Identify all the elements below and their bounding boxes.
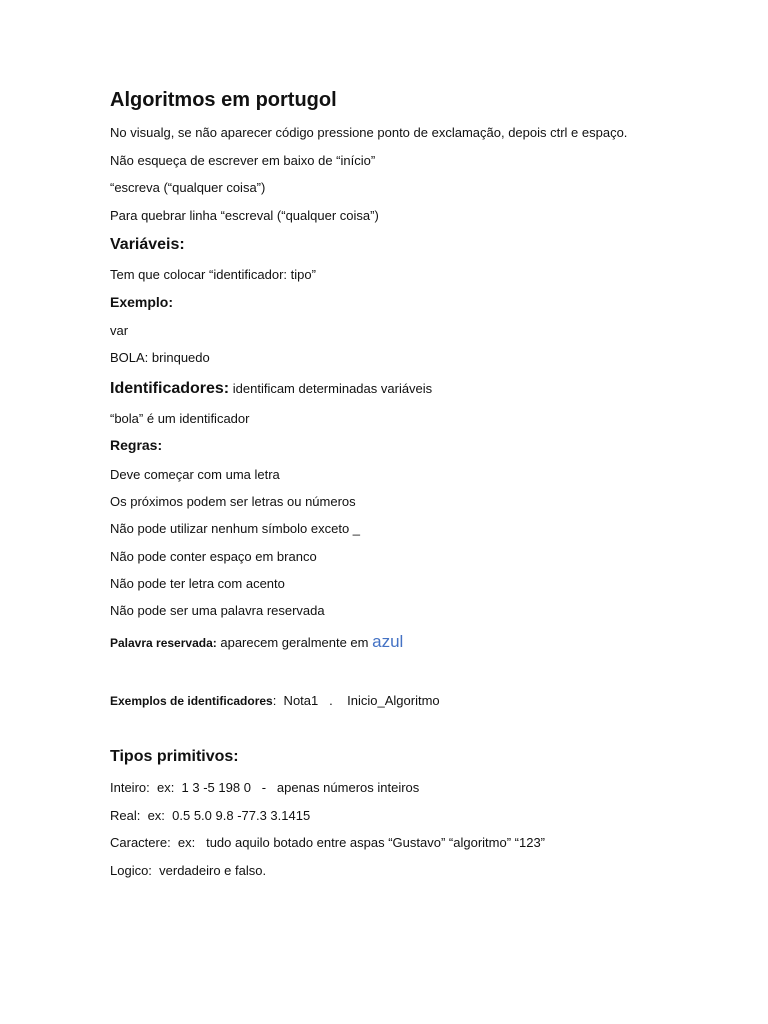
identificadores-example: “bola” é um identificador bbox=[110, 411, 250, 426]
example-line-var: var bbox=[110, 323, 129, 338]
palavra-reservada-line bbox=[110, 632, 403, 653]
variaveis-heading: Variáveis: bbox=[110, 236, 185, 253]
intro-line-2: Não esqueça de escrever em baixo de “início” bbox=[110, 153, 376, 168]
tipo-real: Real: ex: 0.5 5.0 9.8 -77.3 3.1415 bbox=[110, 808, 311, 823]
intro-line-3: “escreva (“qualquer coisa”) bbox=[110, 180, 266, 195]
exemplos-identificadores-text: : Nota1 . Inicio_Algoritmo bbox=[272, 693, 440, 708]
identificadores-text: identificam determinadas variáveis bbox=[229, 381, 433, 396]
palavra-reservada-text: aparecem geralmente em bbox=[216, 635, 373, 650]
regra-item: Os próximos podem ser letras ou números bbox=[110, 494, 356, 509]
regra-item: Não pode conter espaço em branco bbox=[110, 549, 317, 564]
identificadores-line bbox=[110, 379, 432, 399]
regra-item: Não pode utilizar nenhum símbolo exceto _ bbox=[110, 521, 361, 536]
tipo-logico: Logico: verdadeiro e falso. bbox=[110, 863, 267, 878]
regra-item: Deve começar com uma letra bbox=[110, 467, 280, 482]
exemplos-identificadores-line bbox=[110, 693, 440, 709]
intro-line-1: No visualg, se não aparecer código pressione ponto de exclamação, depois ctrl e espaço. bbox=[110, 125, 628, 140]
document-title: Algoritmos em portugol bbox=[110, 89, 337, 111]
regra-item: Não pode ter letra com acento bbox=[110, 576, 285, 591]
variaveis-text: Tem que colocar “identificador: tipo” bbox=[110, 267, 316, 282]
palavra-reservada-highlight: azul bbox=[372, 632, 404, 651]
tipo-inteiro: Inteiro: ex: 1 3 -5 198 0 - apenas números inteiros bbox=[110, 780, 420, 795]
identificadores-heading: Identificadores: bbox=[110, 380, 230, 397]
tipos-primitivos-heading: Tipos primitivos: bbox=[110, 748, 239, 765]
tipo-caractere: Caractere: ex: tudo aquilo botado entre aspas “Gustavo” “algoritmo” “123” bbox=[110, 835, 545, 850]
example-line-bola: BOLA: brinquedo bbox=[110, 350, 210, 365]
regra-item: Não pode ser uma palavra reservada bbox=[110, 603, 325, 618]
palavra-reservada-label: Palavra reservada: bbox=[110, 636, 217, 650]
intro-line-4: Para quebrar linha “escreval (“qualquer coisa”) bbox=[110, 208, 379, 223]
regras-heading: Regras: bbox=[110, 437, 163, 453]
exemplos-identificadores-label: Exemplos de identificadores bbox=[110, 694, 273, 708]
exemplo-heading: Exemplo: bbox=[110, 294, 174, 310]
